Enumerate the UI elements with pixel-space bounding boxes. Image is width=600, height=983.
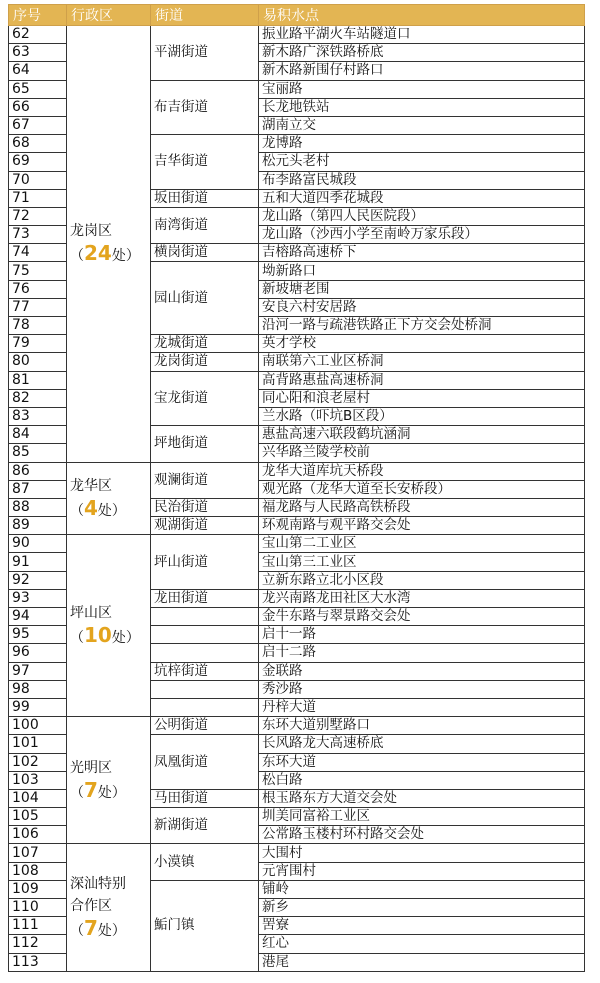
table-row — [9, 462, 585, 480]
street-cell: 宝龙街道 — [151, 371, 259, 426]
row-number: 87 — [9, 480, 67, 498]
row-number: 70 — [9, 171, 67, 189]
waterlogging-point: 启十一路 — [259, 626, 585, 644]
street-cell: 小漠镇 — [151, 844, 259, 880]
waterlogging-point: 宝山第三工业区 — [259, 553, 585, 571]
row-number: 89 — [9, 517, 67, 535]
count-number: 7 — [84, 916, 98, 941]
waterlogging-point: 同心阳和浪老屋村 — [259, 389, 585, 407]
table-row — [9, 535, 585, 553]
count-close: 处） — [97, 502, 126, 519]
waterlogging-point: 南联第六工业区桥洞 — [259, 353, 585, 371]
street-cell — [151, 644, 259, 662]
district-count — [70, 242, 150, 267]
row-number: 104 — [9, 789, 67, 807]
district-name: 龙岗区 — [70, 223, 112, 240]
waterlogging-point: 振业路平湖火车站隧道口 — [259, 26, 585, 44]
district-name: 光明区 — [70, 759, 112, 776]
header-point: 易积水点 — [259, 5, 585, 26]
row-number: 68 — [9, 135, 67, 153]
row-number: 83 — [9, 407, 67, 425]
street-cell: 公明街道 — [151, 717, 259, 735]
row-number: 102 — [9, 753, 67, 771]
row-number: 79 — [9, 335, 67, 353]
count-open: （ — [70, 784, 84, 801]
waterlogging-point: 龙博路 — [259, 135, 585, 153]
row-number: 76 — [9, 280, 67, 298]
waterlogging-point: 坳新路口 — [259, 262, 585, 280]
row-number: 66 — [9, 98, 67, 116]
waterlogging-point: 兴华路兰陵学校前 — [259, 444, 585, 462]
waterlogging-point: 惠盐高速六联段鹤坑涵洞 — [259, 426, 585, 444]
row-number: 112 — [9, 935, 67, 953]
row-number: 73 — [9, 226, 67, 244]
waterlogging-point: 金联路 — [259, 662, 585, 680]
row-number: 64 — [9, 62, 67, 80]
row-number: 72 — [9, 207, 67, 225]
waterlogging-point: 红心 — [259, 935, 585, 953]
row-number: 113 — [9, 953, 67, 971]
row-number: 97 — [9, 662, 67, 680]
row-number: 62 — [9, 26, 67, 44]
row-number: 78 — [9, 317, 67, 335]
waterlogging-point: 松白路 — [259, 771, 585, 789]
row-number: 91 — [9, 553, 67, 571]
count-close: 处） — [111, 630, 140, 647]
row-number: 103 — [9, 771, 67, 789]
street-cell: 观湖街道 — [151, 517, 259, 535]
table-row — [9, 844, 585, 862]
street-cell: 观澜街道 — [151, 462, 259, 498]
waterlogging-point: 长风路龙大高速桥底 — [259, 735, 585, 753]
district-cell — [67, 462, 151, 535]
street-cell: 坂田街道 — [151, 189, 259, 207]
street-cell: 南湾街道 — [151, 207, 259, 243]
street-cell: 布吉街道 — [151, 80, 259, 135]
waterlogging-point: 松元头老村 — [259, 153, 585, 171]
row-number: 105 — [9, 808, 67, 826]
row-number: 92 — [9, 571, 67, 589]
street-cell: 吉华街道 — [151, 135, 259, 190]
row-number: 69 — [9, 153, 67, 171]
count-number: 7 — [84, 777, 98, 802]
waterlogging-point: 湖南立交 — [259, 116, 585, 134]
street-cell — [151, 608, 259, 626]
street-cell: 龙田街道 — [151, 589, 259, 607]
row-number: 85 — [9, 444, 67, 462]
row-number: 95 — [9, 626, 67, 644]
waterlogging-point: 港尾 — [259, 953, 585, 971]
row-number: 82 — [9, 389, 67, 407]
waterlogging-point: 英才学校 — [259, 335, 585, 353]
waterlogging-point: 新坡塘老围 — [259, 280, 585, 298]
count-close: 处） — [97, 923, 126, 940]
street-cell: 坪山街道 — [151, 535, 259, 590]
waterlogging-point: 新木路广深铁路桥底 — [259, 44, 585, 62]
street-cell: 龙城街道 — [151, 335, 259, 353]
count-number: 24 — [84, 241, 112, 266]
street-cell: 坑梓街道 — [151, 662, 259, 680]
street-cell: 鮜门镇 — [151, 880, 259, 971]
waterlogging-point: 秀沙路 — [259, 680, 585, 698]
row-number: 98 — [9, 680, 67, 698]
row-number: 93 — [9, 589, 67, 607]
district-cell — [67, 717, 151, 844]
waterlogging-point: 福龙路与人民路高铁桥段 — [259, 498, 585, 516]
waterlogging-point: 安良六村安居路 — [259, 298, 585, 316]
count-close: 处） — [97, 784, 126, 801]
table-container — [8, 4, 585, 972]
waterlogging-point: 兰水路（吓坑B区段） — [259, 407, 585, 425]
waterlogging-point: 观光路（龙华大道至长安桥段） — [259, 480, 585, 498]
street-cell: 坪地街道 — [151, 426, 259, 462]
waterlogging-point: 宝山第二工业区 — [259, 535, 585, 553]
street-cell: 凤凰街道 — [151, 735, 259, 790]
count-open: （ — [70, 923, 84, 940]
row-number: 80 — [9, 353, 67, 371]
waterlogging-point: 东环大道别墅路口 — [259, 717, 585, 735]
waterlogging-point: 公常路玉楼村环村路交会处 — [259, 826, 585, 844]
row-number: 67 — [9, 116, 67, 134]
header-district: 行政区 — [67, 5, 151, 26]
row-number: 96 — [9, 644, 67, 662]
row-number: 65 — [9, 80, 67, 98]
street-cell: 民治街道 — [151, 498, 259, 516]
row-number: 99 — [9, 698, 67, 716]
waterlogging-point: 新木路新围仔村路口 — [259, 62, 585, 80]
header-street: 街道 — [151, 5, 259, 26]
row-number: 108 — [9, 862, 67, 880]
street-cell: 马田街道 — [151, 789, 259, 807]
street-cell: 园山街道 — [151, 262, 259, 335]
district-count — [70, 917, 150, 942]
street-cell: 龙岗街道 — [151, 353, 259, 371]
row-number: 94 — [9, 608, 67, 626]
street-cell: 横岗街道 — [151, 244, 259, 262]
waterlogging-point: 环观南路与观平路交会处 — [259, 517, 585, 535]
header-row — [9, 5, 585, 26]
waterlogging-point: 立新东路立北小区段 — [259, 571, 585, 589]
waterlogging-point: 圳美同富裕工业区 — [259, 808, 585, 826]
waterlogging-point: 根玉路东方大道交会处 — [259, 789, 585, 807]
street-cell: 新湖街道 — [151, 808, 259, 844]
waterlogging-point: 龙华大道库坑天桥段 — [259, 462, 585, 480]
count-open: （ — [70, 248, 84, 265]
row-number: 106 — [9, 826, 67, 844]
waterlogging-point: 吉榕路高速桥下 — [259, 244, 585, 262]
street-cell — [151, 698, 259, 716]
count-number: 4 — [84, 495, 98, 520]
waterlogging-point: 东环大道 — [259, 753, 585, 771]
count-open: （ — [70, 502, 84, 519]
waterlogging-table — [8, 4, 585, 972]
count-open: （ — [70, 630, 84, 647]
table-body — [9, 26, 585, 972]
waterlogging-point: 沿河一路与疏港铁路正下方交会处桥洞 — [259, 317, 585, 335]
row-number: 63 — [9, 44, 67, 62]
row-number: 81 — [9, 371, 67, 389]
district-name: 龙华区 — [70, 477, 112, 494]
row-number: 71 — [9, 189, 67, 207]
district-count — [70, 779, 150, 804]
row-number: 101 — [9, 735, 67, 753]
waterlogging-point: 龙兴南路龙田社区大水湾 — [259, 589, 585, 607]
row-number: 77 — [9, 298, 67, 316]
count-number: 10 — [84, 623, 112, 648]
waterlogging-point: 布李路富民城段 — [259, 171, 585, 189]
waterlogging-point: 大围村 — [259, 844, 585, 862]
waterlogging-point: 龙山路（第四人民医院段） — [259, 207, 585, 225]
row-number: 84 — [9, 426, 67, 444]
waterlogging-point: 铺岭 — [259, 880, 585, 898]
row-number: 109 — [9, 880, 67, 898]
table-row — [9, 26, 585, 44]
table-row — [9, 717, 585, 735]
district-count — [70, 624, 150, 649]
district-cell — [67, 844, 151, 971]
row-number: 90 — [9, 535, 67, 553]
row-number: 88 — [9, 498, 67, 516]
waterlogging-point: 元宵围村 — [259, 862, 585, 880]
row-number: 100 — [9, 717, 67, 735]
waterlogging-point: 启十二路 — [259, 644, 585, 662]
header-index: 序号 — [9, 5, 67, 26]
count-close: 处） — [111, 248, 140, 265]
waterlogging-point: 五和大道四季花城段 — [259, 189, 585, 207]
street-cell — [151, 680, 259, 698]
row-number: 107 — [9, 844, 67, 862]
waterlogging-point: 宝丽路 — [259, 80, 585, 98]
street-cell: 平湖街道 — [151, 26, 259, 81]
street-cell — [151, 626, 259, 644]
district-count — [70, 497, 150, 522]
waterlogging-point: 高背路惠盐高速桥洞 — [259, 371, 585, 389]
waterlogging-point: 金牛东路与翠景路交会处 — [259, 608, 585, 626]
row-number: 111 — [9, 917, 67, 935]
district-name: 深汕特别合作区 — [70, 876, 126, 915]
waterlogging-point: 长龙地铁站 — [259, 98, 585, 116]
waterlogging-point: 新乡 — [259, 899, 585, 917]
row-number: 110 — [9, 899, 67, 917]
row-number: 86 — [9, 462, 67, 480]
district-cell — [67, 26, 151, 463]
row-number: 75 — [9, 262, 67, 280]
district-name: 坪山区 — [70, 605, 112, 622]
waterlogging-point: 龙山路（沙西小学至南岭万家乐段） — [259, 226, 585, 244]
waterlogging-point: 罟寮 — [259, 917, 585, 935]
row-number: 74 — [9, 244, 67, 262]
waterlogging-point: 丹梓大道 — [259, 698, 585, 716]
district-cell — [67, 535, 151, 717]
